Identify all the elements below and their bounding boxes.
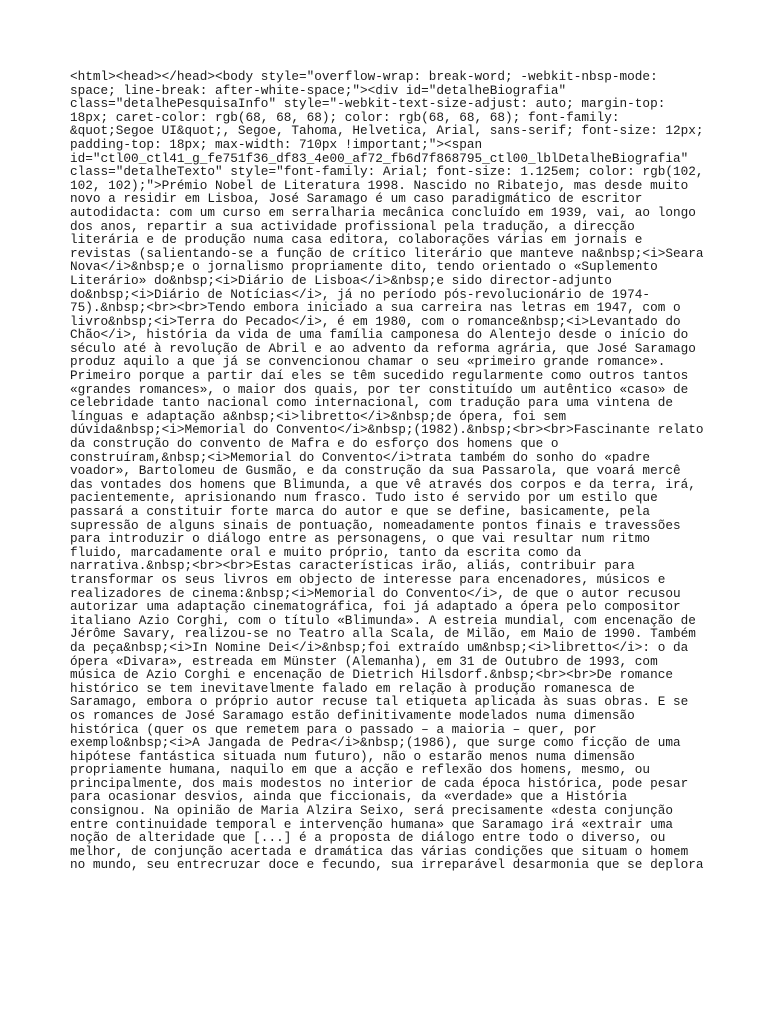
text-line: Chão</i>, história da vida de uma família camponesa do Alentejo desde o início do bbox=[70, 327, 689, 343]
text-line: consignou. Na opinião de Maria Alzira Seixo, será precisamente «desta conjunção bbox=[70, 803, 673, 819]
text-line: realizadores de cinema:&nbsp;<i>Memorial do Convento</i>, de que o autor recusou bbox=[70, 585, 681, 601]
text-line: da construção do convento de Mafra e do esforço dos homens que o bbox=[70, 436, 559, 452]
text-line: space; line-break: after-white-space;"><div id="detalheBiografia" bbox=[70, 82, 567, 98]
text-line: das vontades dos homens que Blimunda, a que vê através dos corpos e da terra, irá, bbox=[70, 476, 696, 492]
text-line: 75).&nbsp;<br><br>Tendo embora iniciado a sua carreira nas letras em 1947, com o bbox=[70, 300, 681, 316]
text-line: para ocasionar desvios, ainda que ficcionais, da «verdade» que a História bbox=[70, 789, 628, 805]
text-line: entre continuidade temporal e intervenção humana» que Saramago irá «extrair uma bbox=[70, 816, 673, 832]
text-line: id="ctl00_ctl41_g_fe751f36_df83_4e00_af72_fb6d7f868795_ctl00_lblDetalheBiografia" bbox=[70, 150, 689, 166]
text-line: class="detalhePesquisaInfo" style="-webkit-text-size-adjust: auto; margin-top: bbox=[70, 96, 666, 112]
text-line: voador», Bartolomeu de Gusmão, e da construção da sua Passarola, que voará mercê bbox=[70, 463, 681, 479]
text-line: Primeiro porque a partir daí eles se têm sucedido regularmente como outros tantos bbox=[70, 368, 689, 384]
text-line: 102, 102);">Prémio Nobel de Literatura 1998. Nascido no Ribatejo, mas desde muito bbox=[70, 177, 689, 193]
text-line: transformar os seus livros em objecto de interesse para encenadores, músicos e bbox=[70, 571, 666, 587]
text-line: <html><head></head><body style="overflow-wrap: break-word; -webkit-nbsp-mode: bbox=[70, 69, 658, 84]
text-line: 18px; caret-color: rgb(68, 68, 68); color: rgb(68, 68, 68); font-family: bbox=[70, 109, 620, 125]
text-line: autodidacta: com um curso em serralharia mecânica concluído em 1939, vai, ao longo bbox=[70, 204, 696, 220]
text-line: supressão de alguns sinais de pontuação, nomeadamente pontos finais e travessões bbox=[70, 517, 681, 533]
text-line: Saramago, embora o próprio autor recuse tal etiqueta aplicada às suas obras. E se bbox=[70, 694, 689, 710]
text-line: século até à revolução de Abril e ao advento da reforma agrária, que José Saramago bbox=[70, 340, 696, 356]
text-line: do&nbsp;<i>Diário de Notícias</i>, já no período pós-revolucionário de 1974- bbox=[70, 286, 651, 302]
text-line: Literário» do&nbsp;<i>Diário de Lisboa</i>&nbsp;e sido director-adjunto bbox=[70, 272, 612, 288]
text-line: os romances de José Saramago estão definitivamente modelados numa dimensão bbox=[70, 707, 635, 723]
text-line: construíram,&nbsp;<i>Memorial do Convento</i>trata também do sonho do «padre bbox=[70, 449, 651, 465]
text-line: «grandes romances», o maior dos quais, por ter constituído um autêntico «caso» de bbox=[70, 381, 689, 397]
text-line: para introduzir o diálogo entre as personagens, o que vai resultar num ritmo bbox=[70, 531, 651, 547]
text-line: fluido, marcadamente oral e muito próprio, tanto da escrita como da bbox=[70, 544, 582, 560]
text-line: noção de alteridade que [...] é a proposta de diálogo entre todo o diverso, ou bbox=[70, 830, 666, 846]
text-line: Nova</i>&nbsp;e o jornalismo propriamente dito, tendo orientado o «Suplemento bbox=[70, 259, 658, 275]
text-line: passará a constituir forte marca do autor e que se define, basicamente, pela bbox=[70, 504, 651, 519]
text-line: narrativa.&nbsp;<br><br>Estas características irão, aliás, contribuir para bbox=[70, 558, 635, 574]
html-source-text bbox=[70, 69, 704, 873]
text-line: histórico se tem inevitavelmente falado em relação à produção romanesca de bbox=[70, 680, 635, 696]
text-line: revistas (salientando-se a função de crítico literário que manteve na&nbsp;<i>Seara bbox=[70, 245, 704, 261]
text-line: livro&nbsp;<i>Terra do Pecado</i>, é em 1980, com o romance&nbsp;<i>Levantado do bbox=[70, 313, 681, 329]
text-line: class="detalheTexto" style="font-family: Arial; font-size: 1.125em; color: rgb(102, bbox=[70, 164, 704, 180]
text-line: exemplo&nbsp;<i>A Jangada de Pedra</i>&nbsp;(1986), que surge como ficção de uma bbox=[70, 735, 681, 751]
text-line: autorizar uma adaptação cinematográfica, foi já adaptado a ópera pelo compositor bbox=[70, 599, 681, 615]
text-line: no mundo, seu entrecruzar doce e fecundo, sua irreparável desarmonia que se deplora bbox=[70, 857, 704, 873]
text-line: dos anos, repartir a sua actividade profissional pela tradução, a direcção bbox=[70, 218, 635, 234]
text-line: novo a residir em Lisboa, José Saramago é um caso paradigmático de escritor bbox=[70, 191, 643, 207]
text-line: produz aquilo a que já se convencionou chamar o seu «primeiro grande romance». bbox=[70, 354, 666, 370]
text-line: literária e de produção numa casa editora, colaborações várias em jornais e bbox=[70, 232, 643, 248]
text-line: propriamente humana, naquilo em que a acção e reflexão dos homens, mesmo, ou bbox=[70, 762, 651, 778]
text-line: histórica (quer os que remetem para o passado – a maioria – quer, por bbox=[70, 721, 597, 737]
text-line: ópera «Divara», estreada em Münster (Alemanha), em 31 de Outubro de 1993, com bbox=[70, 653, 658, 669]
text-line: celebridade tanto nacional como internacional, com tradução para uma vintena de bbox=[70, 395, 673, 411]
text-line: hipótese fantástica situada num futuro), não o estarão menos numa dimensão bbox=[70, 748, 635, 764]
text-line: Jérôme Savary, realizou-se no Teatro alla Scala, de Milão, em Maio de 1990. Também bbox=[70, 626, 696, 642]
text-line: música de Azio Corghi e encenação de Dietrich Hilsdorf.&nbsp;<br><br>De romance bbox=[70, 667, 673, 683]
text-line: pacientemente, aprisionando num frasco. Tudo isto é servido por um estilo que bbox=[70, 490, 658, 506]
text-line: dúvida&nbsp;<i>Memorial do Convento</i>&nbsp;(1982).&nbsp;<br><br>Fascinante relato bbox=[70, 422, 704, 438]
text-line: &quot;Segoe UI&quot;, Segoe, Tahoma, Helvetica, Arial, sans-serif; font-size: 12px; bbox=[70, 123, 704, 139]
text-line: línguas e adaptação a&nbsp;<i>libretto</i>&nbsp;de ópera, foi sem bbox=[70, 408, 567, 424]
text-line: da peça&nbsp;<i>In Nomine Dei</i>&nbsp;foi extraído um&nbsp;<i>libretto</i>: o da bbox=[70, 639, 689, 655]
text-line: principalmente, dos mais modestos no interior de cada época histórica, pode pesar bbox=[70, 775, 689, 791]
text-line: melhor, de conjunção acertada e dramática das várias condições que situam o homem bbox=[70, 843, 689, 859]
text-line: padding-top: 18px; max-width: 710px !important;"><span bbox=[70, 136, 483, 152]
text-line: italiano Azio Corghi, com o título «Blimunda». A estreia mundial, com encenação de bbox=[70, 612, 696, 628]
